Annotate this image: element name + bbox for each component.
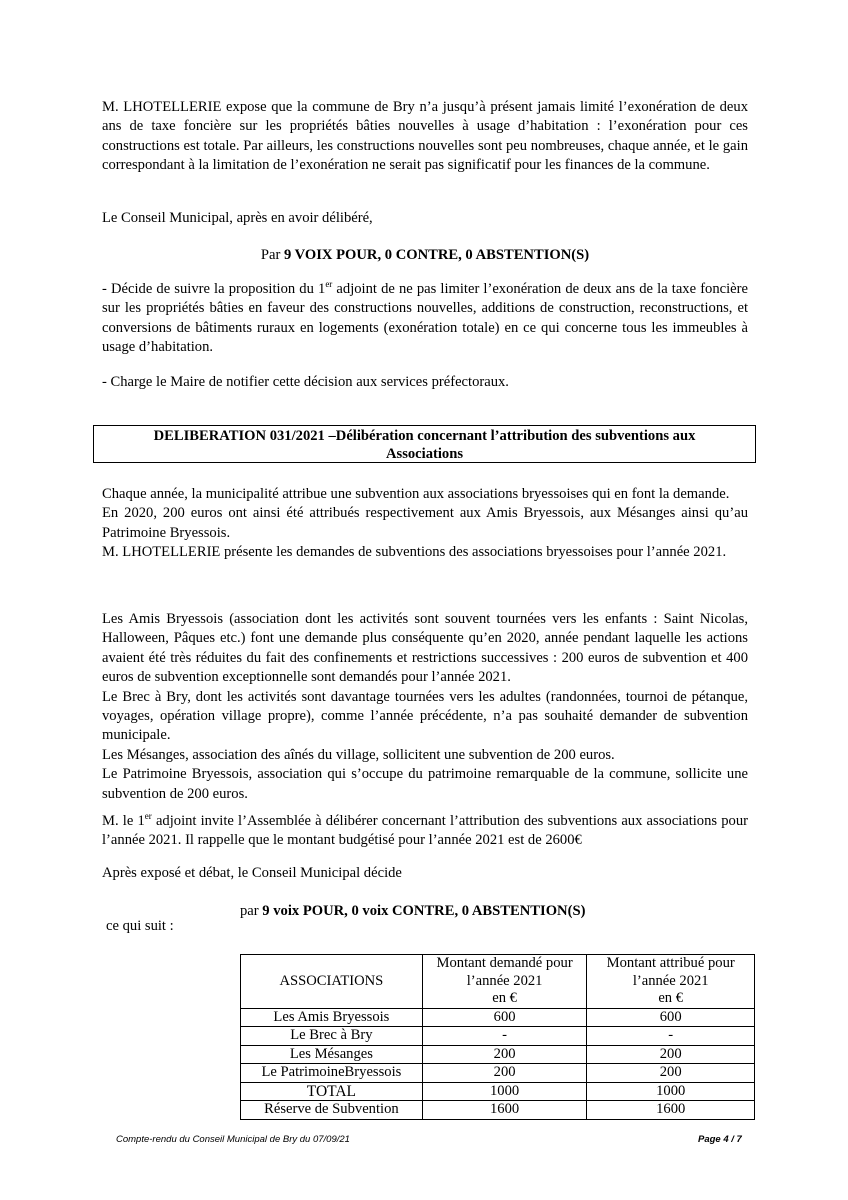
request-amis-bryessois: Les Amis Bryessois (association dont les activités sont souvent tournées vers les enfants : Saint Nicolas, Halloween, Pâques etc.) font une demande plus conséquente qu’en 2020, année pendant laquelle les actions avaient été très réduites du fait des confinements et restrictions successives : 200 euros de subvention et 400 euros de subvention exceptionnelle sont demandés pour l’année 2021. xyxy=(102,611,748,686)
header-line: ASSOCIATIONS xyxy=(279,972,384,989)
decision-paragraph-1 xyxy=(102,280,748,358)
vote2-counts: 9 voix POUR, 0 voix CONTRE, 0 ABSTENTION(S) xyxy=(262,903,586,919)
cell-attribue: 200 xyxy=(587,1064,755,1083)
invitation-text-start: M. le 1 xyxy=(102,813,145,829)
table-row xyxy=(241,1101,755,1120)
cell-attribue: 1000 xyxy=(587,1082,755,1101)
cell-attribue: 200 xyxy=(587,1045,755,1064)
header-montant-attribue xyxy=(587,955,755,1009)
vote-prefix: Par xyxy=(260,247,284,263)
intro-line-1: Chaque année, la municipalité attribue une subvention aux associations bryessoises qui en font la demande. xyxy=(102,486,730,502)
cell-demande: 600 xyxy=(422,1008,587,1027)
decision-paragraph-2: - Charge le Maire de notifier cette décision aux services préfectoraux. xyxy=(102,374,509,390)
header-line: Montant attribué pour xyxy=(606,955,735,971)
decision-text-end: adjoint de ne pas limiter l’exonération de deux ans de la taxe foncière sur les propriétés bâties en faveur des constructions nouvelles, additions de construction, reconstructions, et conversions de bâtiments ruraux en logements (exonération totale) en ce qui concerne tous les immeubles à usage d’habitation. xyxy=(102,281,748,356)
deliberation-title-box xyxy=(93,425,756,463)
subventions-intro xyxy=(102,485,748,563)
request-mesanges: Les Mésanges, association des aînés du village, sollicitent une subvention de 200 euros. xyxy=(102,746,615,763)
adjoint-invitation xyxy=(102,812,748,851)
footer-document-title: Compte-rendu du Conseil Municipal de Bry du 07/09/21 xyxy=(116,1134,350,1145)
footer-page-number: Page 4 / 7 xyxy=(698,1134,742,1145)
request-patrimoine: Le Patrimoine Bryessois, association qui s’occupe du patrimoine remarquable de la commune, sollicite une subvention de 200 euros. xyxy=(102,766,748,802)
decision-text-start: - Décide de suivre la proposition du 1 xyxy=(102,281,326,297)
cell-attribue: 600 xyxy=(587,1008,755,1027)
header-line: l’année 2021 xyxy=(466,972,543,989)
invitation-text-end: adjoint invite l’Assemblée à délibérer concernant l’attribution des subventions aux associations pour l’année 2021. Il rappelle que le montant budgétisé pour l’année 2021 est de 2600€ xyxy=(102,813,748,849)
table-row xyxy=(241,1064,755,1083)
cell-association: Les Mésanges xyxy=(241,1045,423,1064)
cell-association: Le PatrimoineBryessois xyxy=(241,1064,423,1083)
vote-counts: 9 VOIX POUR, 0 CONTRE, 0 ABSTENTION(S) xyxy=(283,247,590,263)
cell-demande: - xyxy=(422,1027,587,1046)
table-row xyxy=(241,1027,755,1046)
header-line: en € xyxy=(658,990,684,1006)
cell-attribue: 1600 xyxy=(587,1101,755,1120)
cell-demande: 1000 xyxy=(422,1082,587,1101)
header-associations xyxy=(241,955,423,1009)
table-row xyxy=(241,1008,755,1027)
intro-line-3: M. LHOTELLERIE présente les demandes de subventions des associations bryessoises pour l’année 2021. xyxy=(102,544,727,561)
superscript-er: er xyxy=(325,279,333,289)
request-brec-a-bry: Le Brec à Bry, dont les activités sont davantage tournées vers les adultes (randonnées, tournoi de pétanque, voyages, opération village propre), comme l’année précédente, n’a pas souhaité demander de subvention municipale. xyxy=(102,688,748,744)
expose-debat: Après exposé et débat, le Conseil Municipal décide xyxy=(102,865,402,881)
header-line: en € xyxy=(492,990,517,1006)
cell-attribue: - xyxy=(587,1027,755,1046)
superscript-er-2: er xyxy=(144,811,152,821)
subventions-table xyxy=(240,954,755,1120)
cell-association: TOTAL xyxy=(241,1082,423,1101)
cell-association: Réserve de Subvention xyxy=(241,1101,423,1120)
deliberation-title-line-1: DELIBERATION 031/2021 –Délibération concernant l’attribution des subventions aux xyxy=(153,428,696,444)
vote-result-1 xyxy=(102,246,748,265)
vote-result-2 xyxy=(240,902,740,921)
cell-association: Le Brec à Bry xyxy=(241,1027,423,1046)
header-montant-demande xyxy=(422,955,587,1009)
ce-qui-suit: ce qui suit : xyxy=(106,918,174,934)
cell-demande: 1600 xyxy=(422,1101,587,1120)
header-line: Montant demandé pour xyxy=(436,955,573,971)
cell-association: Les Amis Bryessois xyxy=(241,1008,423,1027)
paragraph-conseil-delibere: Le Conseil Municipal, après en avoir délibéré, xyxy=(102,210,373,226)
cell-demande: 200 xyxy=(422,1064,587,1083)
table-row xyxy=(241,1045,755,1064)
table-header-row xyxy=(241,955,755,1009)
intro-line-2: En 2020, 200 euros ont ainsi été attribués respectivement aux Amis Bryessois, aux Mésanges ainsi qu’au Patrimoine Bryessois. xyxy=(102,505,748,541)
associations-requests xyxy=(102,610,748,804)
deliberation-title-line-2: Associations xyxy=(385,446,464,462)
paragraph-exoneration-intro: M. LHOTELLERIE expose que la commune de Bry n’a jusqu’à présent jamais limité l’exonération de deux ans de taxe foncière sur les propriétés bâties nouvelles à usage d’habitation : l’exonération pour ces constructions est totale. Par ailleurs, les constructions nouvelles sont peu nombreuses, chaque année, et le gain correspondant à la limitation de l’exonération ne serait pas significatif pour les finances de la commune. xyxy=(102,99,748,174)
cell-demande: 200 xyxy=(422,1045,587,1064)
header-line: l’année 2021 xyxy=(632,972,709,989)
vote2-prefix: par xyxy=(240,903,263,919)
table-row-total xyxy=(241,1082,755,1101)
